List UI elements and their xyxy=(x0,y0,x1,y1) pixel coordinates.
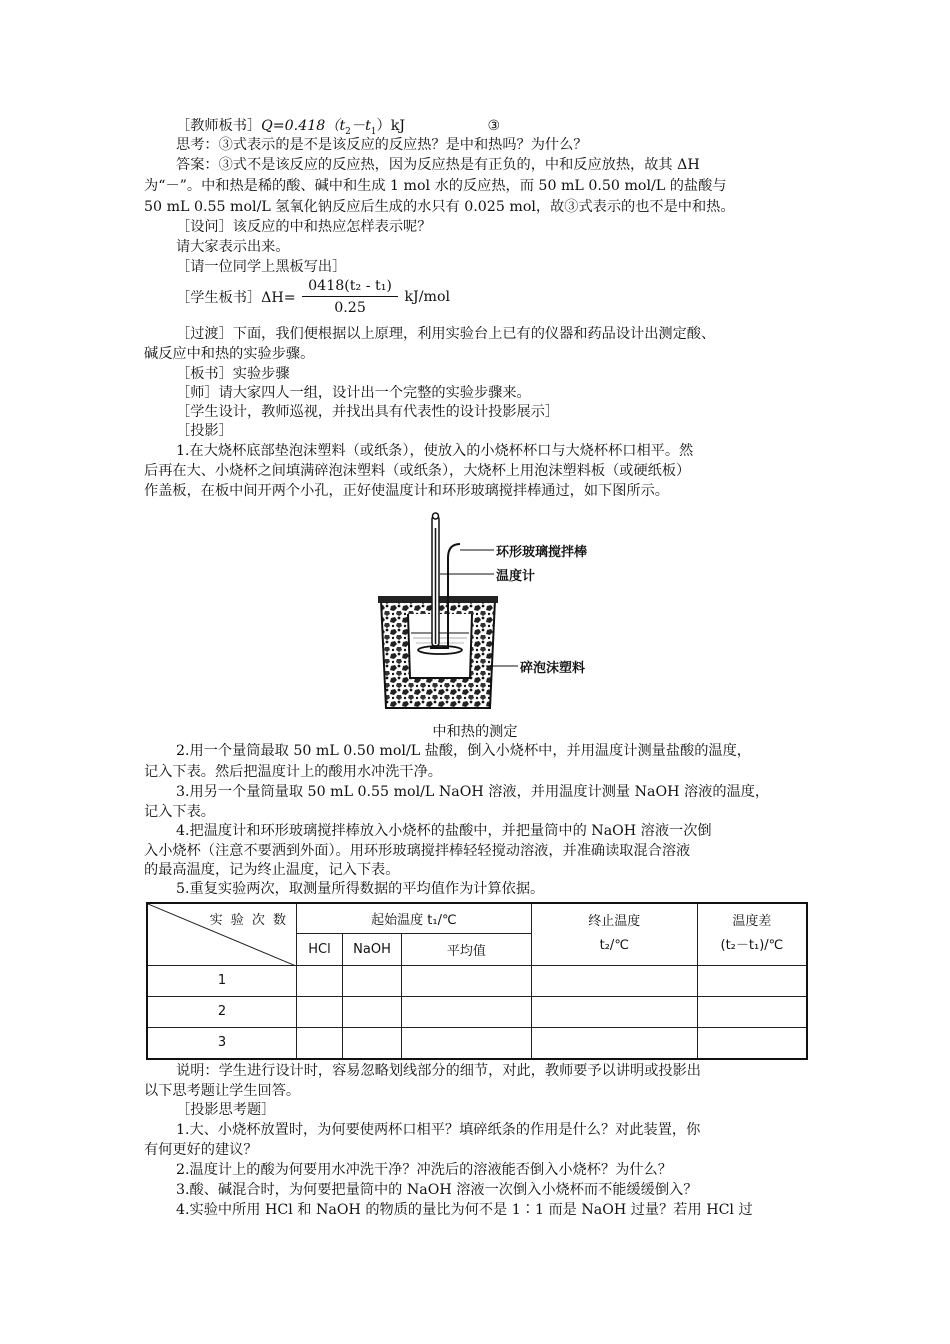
teacher-board-formula: ［教师板书$]Q=0.418(t_2-t_1)kJ$ ③ xyxy=(176,118,501,137)
step-2-line-1: 2.用一个量筒最取 50 mL 0.50 mol/L 盐酸，倒入小烧杯中，并用温度计测量盐酸的温度， xyxy=(176,743,751,759)
fraction: $\frac{\text{0418(t₂ - t₁)}}{0.25}$ xyxy=(302,278,398,316)
step-1-line-3: 作盖板，在板中间开两个小孔，正好使温度计和环形玻璃搅拌棒通过，如下图所示。 xyxy=(144,483,669,499)
projection-questions-label: ［投影思考题］ xyxy=(176,1102,276,1118)
header-naoh: NaOH xyxy=(343,933,402,965)
question-1-line-2: 有何更好的建议？ xyxy=(144,1142,258,1158)
label-stirrer: 环形玻璃搅拌棒 xyxy=(496,545,588,560)
answer-line-1: 答案：③式不是该反应的反应热，因为反应热是有正负的，中和反应放热，故其 ΔH xyxy=(176,157,700,173)
header-trials: 实 验 次 数 xyxy=(147,903,297,965)
step-4-line-3: 的最高温度，记为终止温度，记入下表。 xyxy=(144,862,400,878)
question-2: 2.温度计上的酸为何要用水冲洗干净？冲洗后的溶液能否倒入小烧杯？为什么？ xyxy=(176,1162,672,1178)
step-1-line-2: 后再在大、小烧杯之间填满碎泡沫塑料（或纸条），大烧杯上用泡沫塑料板（或硬纸板） xyxy=(144,463,691,479)
header-average: 平均值 xyxy=(402,933,532,965)
trial-number: 1 xyxy=(147,965,297,996)
projection-label: ［投影］ xyxy=(176,423,233,439)
step-5: 5.重复实验两次，取测量所得数据的平均值作为计算依据。 xyxy=(176,881,545,897)
table-row xyxy=(147,996,807,1027)
student-board-formula: ［学生板书］ΔH= $\frac{\text{0418(t₂ - t₁)}}{0.25}$ kJ/mol xyxy=(176,278,451,316)
header-hcl: HCl xyxy=(297,933,343,965)
explanation-line-2: 以下思考题让学生回答。 xyxy=(144,1083,301,1099)
answer-line-3: 50 mL 0.55 mol/L 氢氧化钠反应后生成的水只有 0.025 mol，故③式表示的也不是中和热。 xyxy=(144,199,735,215)
transition-line-2: 碱反应中和热的实验步骤。 xyxy=(144,346,315,362)
think-question: 思考：③式表示的是不是该反应的反应热？是中和热吗？为什么？ xyxy=(176,137,588,153)
step-3-line-1: 3.用另一个量筒量取 50 mL 0.55 mol/L NaOH 溶液，并用温度计测量 NaOH 溶液的温度， xyxy=(176,784,770,800)
table-row xyxy=(147,1027,807,1059)
question-1-line-1: 1.大、小烧杯放置时，为何要使两杯口相平？填碎纸条的作用是什么？对此装置，你 xyxy=(176,1122,701,1138)
question-prompt: ［设问］该反应的中和热应怎样表示呢？ xyxy=(176,219,432,235)
explanation-line-1: 说明：学生进行设计时，容易忽略划线部分的细节，对此，教师要予以讲明或投影出 xyxy=(176,1063,701,1079)
note-line: ［请一位同学上黑板写出］ xyxy=(176,259,347,275)
question-3: 3.酸、碱混合时，为何要把量筒中的 NaOH 溶液一次倒入小烧杯而不能缓缓倒入？ xyxy=(176,1182,698,1198)
table-row xyxy=(147,965,807,996)
step-4-line-2: 入小烧杯（注意不要洒到外面）。用环形玻璃搅拌棒轻轻搅动溶液，并准确读取混合溶液 xyxy=(144,843,691,859)
header-temp-diff: 温度差 (t₂－t₁)/℃ xyxy=(697,903,807,965)
calorimeter-drawing xyxy=(378,508,618,718)
instruction-line: 请大家表示出来。 xyxy=(176,239,290,255)
step-3-line-2: 记入下表。 xyxy=(144,804,215,820)
board-steps: ［板书］实验步骤 xyxy=(176,366,290,382)
trial-number: 3 xyxy=(147,1027,297,1059)
measurement-table xyxy=(146,902,808,1060)
question-4: 4.实验中所用 HCl 和 NaOH 的物质的量比为何不是 1∶1 而是 NaOH 过量？若用 HCl 过 xyxy=(176,1202,753,1218)
figure-caption: 中和热的测定 xyxy=(432,724,518,740)
header-end-temp: 终止温度 t₂/℃ xyxy=(531,903,697,965)
teacher-instruction: ［师］请大家四人一组，设计出一个完整的实验步骤来。 xyxy=(176,385,531,401)
calorimeter-figure xyxy=(378,508,618,722)
student-design-note: ［学生设计，教师巡视，并找出具有代表性的设计投影展示］ xyxy=(176,404,560,420)
step-4-line-1: 4.把温度计和环形玻璃搅拌棒放入小烧杯的盐酸中，并把量筒中的 NaOH 溶液一次倒 xyxy=(176,823,712,839)
header-start-temp: 起始温度 t₁/℃ xyxy=(297,903,532,933)
label-foam: 碎泡沫塑料 xyxy=(520,661,586,676)
transition-line-1: ［过渡］下面，我们便根据以上原理，利用实验台上已有的仪器和药品设计出测定酸、 xyxy=(176,326,716,342)
step-2-line-2: 记入下表。然后把温度计上的酸用水冲洗干净。 xyxy=(144,764,442,780)
answer-line-2: 为“－”。中和热是稀的酸、碱中和生成 1 mol 水的反应热，而 50 mL 0.50 mol/L 的盐酸与 xyxy=(144,178,727,194)
step-1-line-1: 1.在大烧杯底部垫泡沫塑料（或纸条），使放入的小烧杯杯口与大烧杯杯口相平。然 xyxy=(176,443,694,459)
trial-number: 2 xyxy=(147,996,297,1027)
label-thermometer: 温度计 xyxy=(496,569,536,584)
